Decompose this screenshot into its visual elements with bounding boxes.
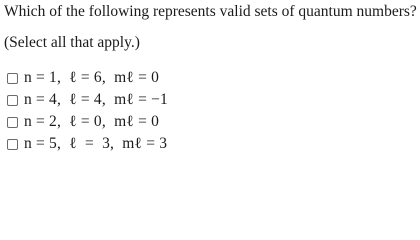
checkbox-1[interactable]: [7, 73, 18, 84]
instruction-text: (Select all that apply.): [4, 34, 140, 51]
answer-option-1[interactable]: [7, 67, 168, 89]
question-text: Which of the following represents valid sets of quantum numbers?: [4, 3, 417, 20]
answer-option-4-label: n = 5, ℓ = 3, mℓ = 3: [24, 135, 168, 152]
answer-option-2[interactable]: [7, 89, 168, 111]
answer-option-3[interactable]: [7, 111, 168, 133]
checkbox-3[interactable]: [7, 117, 18, 128]
answer-option-4[interactable]: [7, 133, 168, 155]
answer-option-2-label: n = 4, ℓ = 4, mℓ = −1: [24, 91, 168, 108]
answer-options: [7, 67, 168, 155]
answer-option-1-label: n = 1, ℓ = 6, mℓ = 0: [24, 69, 160, 86]
checkbox-2[interactable]: [7, 95, 18, 106]
checkbox-4[interactable]: [7, 139, 18, 150]
answer-option-3-label: n = 2, ℓ = 0, mℓ = 0: [24, 113, 160, 130]
